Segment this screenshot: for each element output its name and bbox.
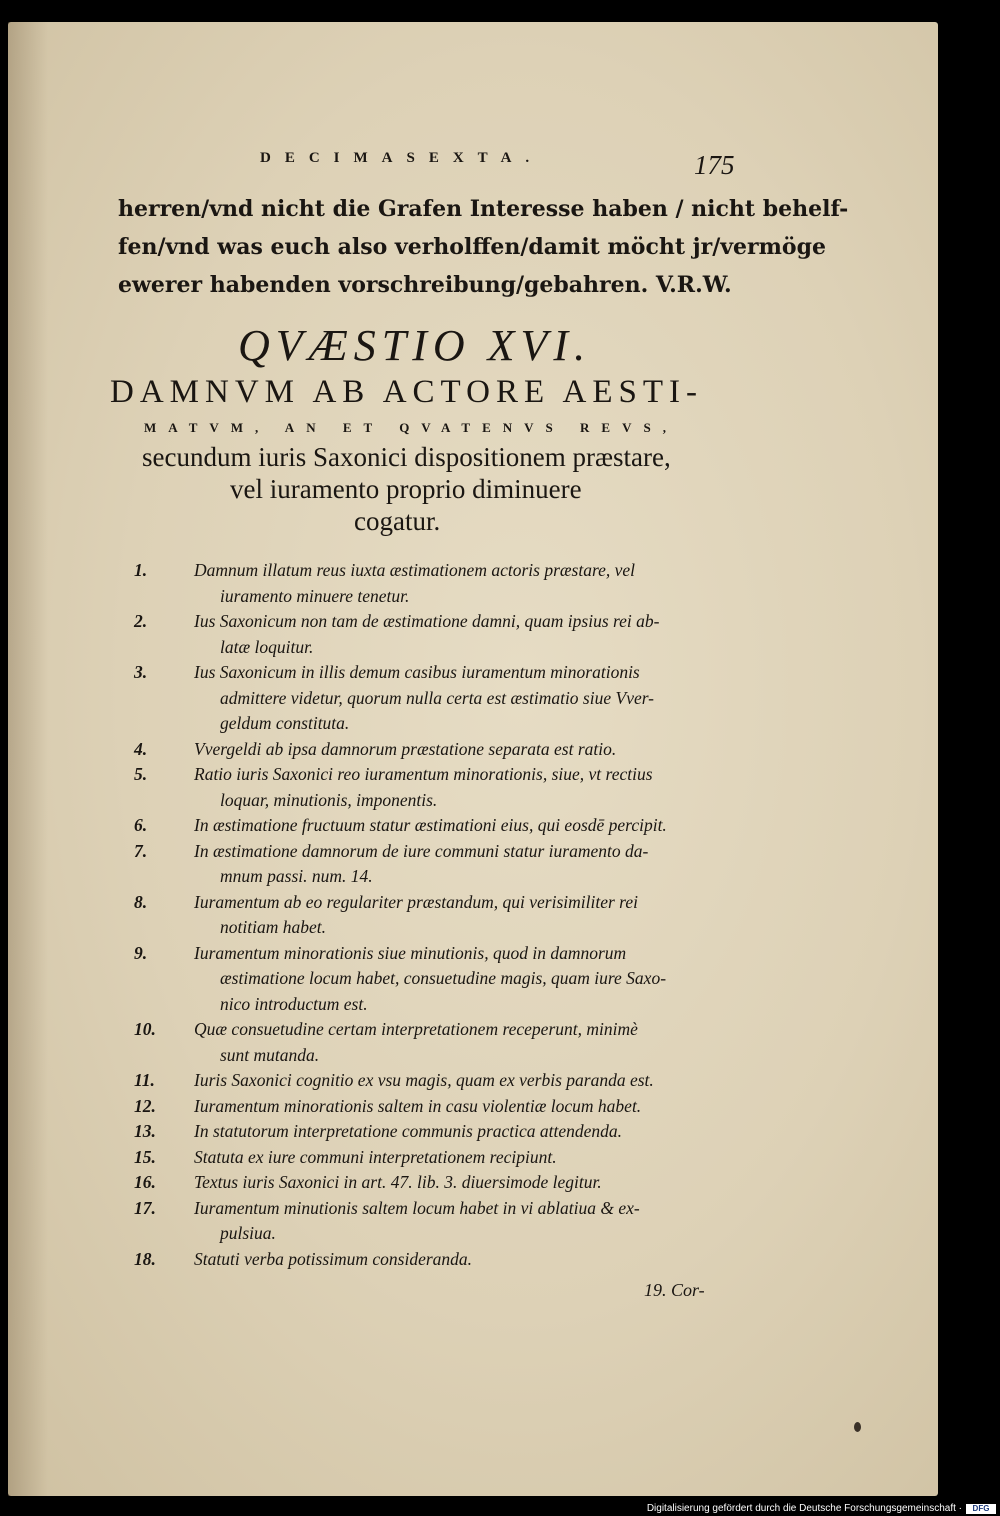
summary-entry-number: 18. <box>134 1248 156 1269</box>
summary-entry-line: Damnum illatum reus iuxta æstimationem actoris præstare, vel <box>194 560 636 580</box>
summary-entry-text <box>194 813 754 839</box>
summary-entry <box>134 1196 754 1247</box>
summary-entry-line: admittere videtur, quorum nulla certa est æstimatio siue Vver- <box>220 687 655 708</box>
german-line: fen/vnd was euch also verholffen/damit möcht jr/vermöge <box>118 234 826 260</box>
summary-entry-line: Vvergeldi ab ipsa damnorum præstatione separata est ratio. <box>194 738 617 759</box>
book-page <box>8 22 938 1496</box>
summary-entry-number: 3. <box>134 662 148 682</box>
summary-entry-number: 13. <box>134 1121 156 1141</box>
summary-entry-line: Iuris Saxonici cognitio ex vsu magis, quam ex verbis paranda est. <box>194 1070 654 1090</box>
summary-entry <box>134 558 754 609</box>
summary-entry-text <box>194 609 754 660</box>
summary-entry-text <box>194 737 754 763</box>
german-text-block <box>118 190 849 304</box>
summary-entry <box>134 737 754 763</box>
summary-entry-line: Statuti verba potissimum consideranda. <box>194 1248 473 1269</box>
summary-entry <box>134 1017 754 1068</box>
funding-credit: Digitalisierung gefördert durch die Deutsche Forschungsgemeinschaft · <box>646 1503 962 1514</box>
summary-entry-line: In æstimatione fructuum statur æstimationi eius, qui eosdē percipit. <box>194 815 667 835</box>
summary-entry <box>134 660 754 737</box>
summary-entry <box>134 1247 754 1273</box>
summary-entry <box>134 941 754 1018</box>
summary-entry-line: Ius Saxonicum in illis demum casibus iuramentum minorationis <box>194 662 640 682</box>
page-number: 175 <box>694 150 735 180</box>
summary-entry <box>134 1145 754 1171</box>
summary-entry-line: æstimatione locum habet, consuetudine magis, quam iure Saxo- <box>220 968 667 988</box>
summary-entry-number: 10. <box>134 1019 156 1039</box>
paper-speck <box>854 1422 861 1432</box>
summary-entry-text <box>194 890 754 941</box>
summary-entry-line: Textus iuris Saxonici in art. 47. lib. 3. diuersimode legitur. <box>194 1172 602 1192</box>
summary-entry-line: Iuramentum minorationis saltem in casu violentiæ locum habet. <box>194 1095 642 1116</box>
summary-entry-text <box>194 1247 754 1273</box>
summary-entry <box>134 1170 754 1196</box>
summary-entry <box>134 1068 754 1094</box>
summary-entry-line: In æstimatione damnorum de iure communi statur iuramento da- <box>194 840 649 861</box>
summary-entry-text <box>194 839 754 890</box>
summary-entry-text <box>194 1094 754 1120</box>
summary-entry-line: latæ loquitur. <box>220 636 314 657</box>
summary-entry-number: 7. <box>134 840 148 861</box>
summary-entry-text <box>194 558 754 609</box>
summary-entry-number: 12. <box>134 1095 156 1116</box>
dfg-logo: DFG <box>966 1504 996 1514</box>
summary-entry-line: Iuramentum ab eo regulariter præstandum, qui verisimiliter rei <box>194 891 638 912</box>
summary-entry-text <box>194 1068 754 1094</box>
summary-entry-number: 2. <box>134 611 148 631</box>
summary-entry-line: Iuramentum minorationis siue minutionis, quod in damnorum <box>194 942 627 963</box>
summary-entry-line: notitiam habet. <box>220 917 326 937</box>
summary-list <box>134 558 754 1272</box>
summary-entry-text <box>194 660 754 737</box>
summary-entry-line: Ratio iuris Saxonici reo iuramentum minorationis, siue, vt rectius <box>194 764 653 784</box>
summary-entry-text <box>194 941 754 1018</box>
summary-entry-line: Statuta ex iure communi interpretationem recipiunt. <box>194 1146 557 1167</box>
summary-entry-line: mnum passi. num. 14. <box>220 866 373 886</box>
summary-entry-line: geldum constituta. <box>220 713 350 733</box>
summary-entry <box>134 890 754 941</box>
summary-entry-number: 8. <box>134 891 148 912</box>
summary-entry-text <box>194 1145 754 1171</box>
summary-entry <box>134 1119 754 1145</box>
german-line: herren/vnd nicht die Grafen Interesse haben / nicht behelf- <box>118 196 849 222</box>
summary-entry <box>134 762 754 813</box>
german-line: ewerer habenden vorschreibung/gebahren. V.R.W. <box>118 272 732 298</box>
footer-bar <box>0 1502 1000 1516</box>
summary-entry-number: 16. <box>134 1172 156 1192</box>
catchword: 19. Cor- <box>644 1280 705 1300</box>
summary-entry <box>134 1094 754 1120</box>
summary-entry-text <box>194 762 754 813</box>
gutter-shadow <box>8 22 48 1496</box>
summary-entry-line: Quæ consuetudine certam interpretationem receperunt, minimè <box>194 1019 638 1039</box>
summary-entry-number: 6. <box>134 815 148 835</box>
title-line-1: DAMNVM AB ACTORE AESTI- <box>110 374 704 410</box>
summary-entry-line: iuramento minuere tenetur. <box>220 585 410 606</box>
summary-entry-number: 1. <box>134 560 148 580</box>
summary-entry-number: 17. <box>134 1197 156 1218</box>
summary-entry-text <box>194 1170 754 1196</box>
summary-entry <box>134 609 754 660</box>
quaestio-heading: QVÆSTIO XVI. <box>238 321 592 370</box>
summary-entry-number: 5. <box>134 764 148 784</box>
summary-entry-line: sunt mutanda. <box>220 1044 320 1065</box>
summary-entry-text <box>194 1119 754 1145</box>
summary-entry-line: loquar, minutionis, imponentis. <box>220 789 438 810</box>
title-line-4: vel iuramento proprio diminuere <box>230 474 582 504</box>
summary-entry-text <box>194 1017 754 1068</box>
summary-entry-line: Ius Saxonicum non tam de æstimatione damni, quam ipsius rei ab- <box>194 611 660 631</box>
summary-entry-text <box>194 1196 754 1247</box>
summary-entry <box>134 813 754 839</box>
summary-entry-line: pulsiua. <box>220 1223 276 1243</box>
summary-entry-number: 9. <box>134 942 148 963</box>
title-line-5: cogatur. <box>354 506 441 536</box>
title-line-3: secundum iuris Saxonici dispositionem præstare, <box>142 442 671 472</box>
summary-entry-line: Iuramentum minutionis saltem locum habet in vi ablatiua & ex- <box>194 1197 640 1218</box>
title-line-2: MATVM, AN ET QVATENVS REVS, <box>144 420 678 435</box>
summary-entry-line: In statutorum interpretatione communis practica attendenda. <box>194 1121 623 1141</box>
running-head: DECIMASEXTA. <box>260 150 544 166</box>
summary-entry-number: 15. <box>134 1146 156 1167</box>
summary-entry-line: nico introductum est. <box>220 993 368 1014</box>
summary-entry <box>134 839 754 890</box>
summary-entry-number: 4. <box>134 738 148 759</box>
summary-entry-number: 11. <box>134 1070 155 1090</box>
